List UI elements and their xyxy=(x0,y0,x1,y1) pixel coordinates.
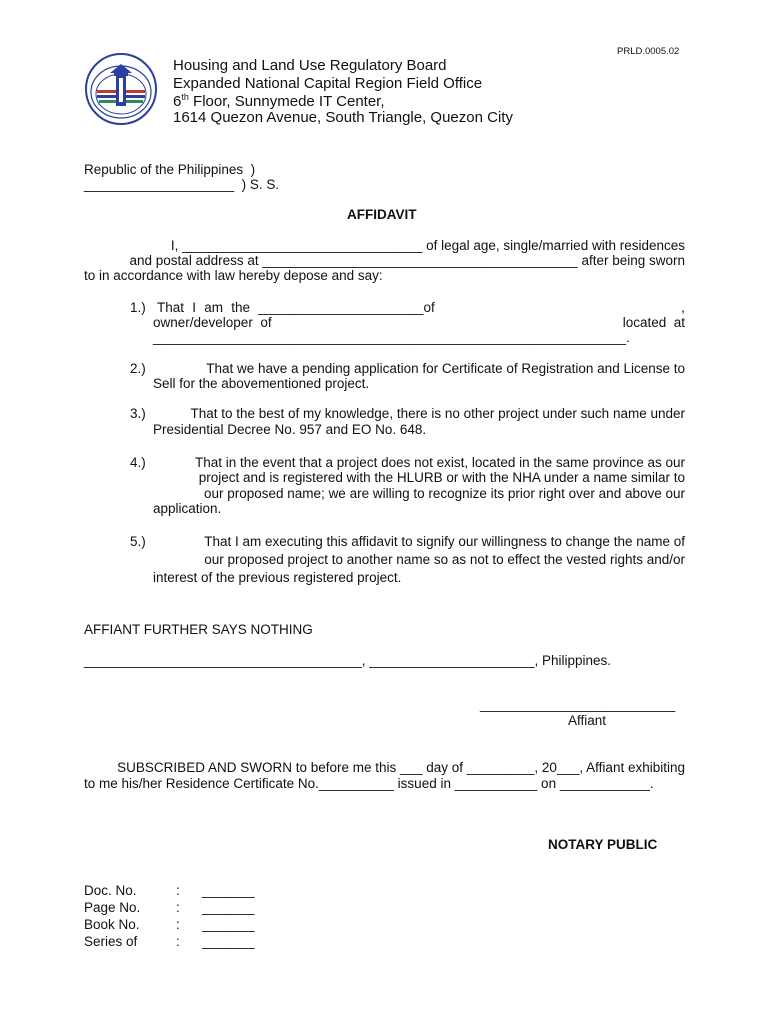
floor-rest: Floor, Sunnymede IT Center, xyxy=(188,93,385,110)
registry-page-blank: _______ xyxy=(202,900,255,915)
item-4-line-1: That in the event that a project does not exist, located in the same province as our xyxy=(194,455,685,470)
item-5-line-1: That I am executing this affidavit to signify our willingness to change the name of xyxy=(204,534,685,549)
item-1-word-d: the xyxy=(231,300,251,315)
item-2-number: 2.) xyxy=(130,361,146,376)
item-5-line-2: our proposed project to another name so as not to effect the vested rights and/or xyxy=(204,552,685,567)
item-1-owner-developer: owner/developer of xyxy=(153,315,272,330)
item-1-located-at: located at xyxy=(622,315,685,330)
item-1-word-c: am xyxy=(204,300,224,315)
place-date-line: _____________________________________, ______________________, Philippines. xyxy=(84,653,612,668)
item-4-line-4: application. xyxy=(153,501,222,516)
item-5-number: 5.) xyxy=(130,534,146,549)
item-4-number: 4.) xyxy=(130,455,146,470)
item-2-line-2: Sell for the abovementioned project. xyxy=(153,376,370,391)
item-1-line-2 xyxy=(153,315,685,331)
registry-series-blank: _______ xyxy=(202,934,255,949)
registry-page-label: Page No. xyxy=(84,900,141,915)
item-3-line-1: That to the best of my knowledge, there is no other project under such name under xyxy=(190,406,685,421)
item-5-line-3: interest of the previous registered project. xyxy=(153,570,402,585)
item-2-line-1: That we have a pending application for Certificate of Registration and License to xyxy=(206,361,685,376)
item-1-line-1 xyxy=(157,300,685,316)
item-3-line-2: Presidential Decree No. 957 and EO No. 648. xyxy=(153,422,427,437)
affiant-further-says: AFFIANT FURTHER SAYS NOTHING xyxy=(84,622,313,637)
item-1-word-b: I xyxy=(192,300,197,315)
affiant-label: Affiant xyxy=(568,713,607,728)
registry-series-colon: : xyxy=(176,934,180,949)
registry-doc-label: Doc. No. xyxy=(84,883,137,898)
item-1-number: 1.) xyxy=(130,300,146,315)
item-4-line-3: our proposed name; we are willing to recognize its prior right over and above our xyxy=(203,486,685,501)
office-name: Housing and Land Use Regulatory Board xyxy=(173,57,447,74)
office-region: Expanded National Capital Region Field Office xyxy=(173,75,483,92)
subscribed-line-1: SUBSCRIBED AND SWORN to before me this ___ day of _________, 20___, Affiant exhibiting xyxy=(117,760,685,775)
registry-book-blank: _______ xyxy=(202,917,255,932)
hlurb-seal-icon xyxy=(84,52,158,126)
document-title: AFFIDAVIT xyxy=(347,207,417,222)
intro-line-1: I, ________________________________ of legal age, single/married with residences xyxy=(170,238,685,253)
form-code: PRLD.0005.02 xyxy=(617,46,680,57)
floor-number: 6 xyxy=(173,93,182,110)
intro-line-2: and postal address at __________________________________________ after being sworn xyxy=(129,253,685,268)
venue-ss: ____________________ ) S. S. xyxy=(84,177,280,192)
registry-series-label: Series of xyxy=(84,934,138,949)
registry-doc-colon: : xyxy=(176,883,180,898)
registry-page-colon: : xyxy=(176,900,180,915)
affiant-signature-line: __________________________ xyxy=(480,697,676,712)
venue-republic: Republic of the Philippines ) xyxy=(84,162,256,177)
intro-line-3: to in accordance with law hereby depose and say: xyxy=(84,268,383,283)
floor-suffix: th xyxy=(181,92,189,102)
subscribed-line-2: to me his/her Residence Certificate No.__________ issued in ___________ on ____________. xyxy=(84,776,654,791)
registry-book-colon: : xyxy=(176,917,180,932)
item-1-comma: , xyxy=(681,300,685,315)
registry-doc-blank: _______ xyxy=(202,883,255,898)
registry-book-label: Book No. xyxy=(84,917,140,932)
office-address: 1614 Quezon Avenue, South Triangle, Quezon City xyxy=(173,109,513,126)
office-floor xyxy=(173,93,385,110)
item-3-number: 3.) xyxy=(130,406,146,421)
notary-public-label: NOTARY PUBLIC xyxy=(548,837,658,852)
item-1-blank-of: ______________________of xyxy=(258,300,435,315)
item-1-word-a: That xyxy=(157,300,185,315)
item-4-line-2: project and is registered with the HLURB or with the NHA under a name similar to xyxy=(198,470,685,485)
item-1-line-3: _______________________________________________________________. xyxy=(153,330,630,345)
